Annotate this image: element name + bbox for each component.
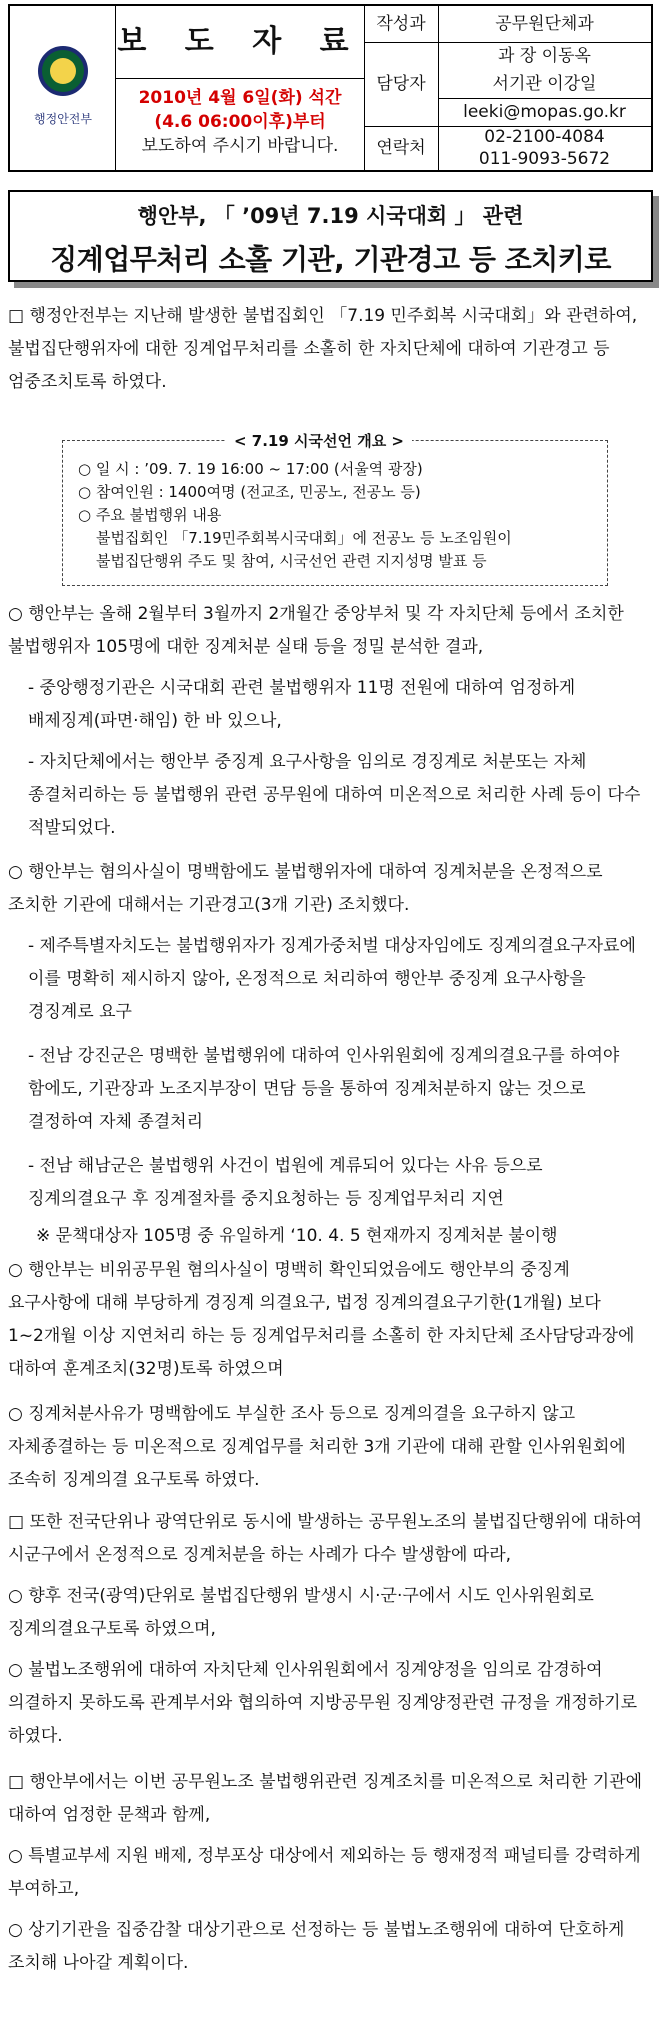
phone-label: 연락처 <box>376 138 426 158</box>
body-p16: ○ 상기기관을 집중감찰 대상기관으로 선정하는 등 불법노조행위에 대하여 단호하게 조치해 나아갈 계획이다. <box>8 1920 625 1973</box>
body-p6: - 전남 강진군은 명백한 불법행위에 대하여 인사위원회에 징계의결요구를 하여야 함에도, 기관장과 노조지부장이 면담 등을 통하여 징계처분하지 않는 것으로 결정하여 자체 종결처리 <box>28 1046 620 1132</box>
author-value: 공무원단체과 <box>495 14 594 34</box>
intro-paragraph: □ 행정안전부는 지난해 발생한 불법집회인 「7.19 민주회복 시국대회」와 관련하여, 불법집단행위자에 대한 징계업무처리를 소홀히 한 자치단체에 대하여 기관경고 등 엄중조치토록 하였다. <box>8 306 638 392</box>
body-p7: - 전남 해남군은 불법행위 사건이 법원에 계류되어 있다는 사유 등으로 징계의결요구 후 징계절차를 중지요청하는 등 징계업무처리 지연 <box>28 1156 543 1209</box>
headline-main: 징계업무처리 소홀 기관, 기관경고 등 조치키로 <box>50 243 611 276</box>
body-p4: ○ 행안부는 혐의사실이 명백함에도 불법행위자에 대하여 징계처분을 온정적으로 조치한 기관에 대해서는 기관경고(3개 기관) 조치했다. <box>8 862 603 915</box>
press-release-header <box>8 4 653 172</box>
embargo-request: 보도하여 주시기 바랍니다. <box>141 136 339 156</box>
contact-person-label: 담당자 <box>376 74 426 94</box>
body-p1: ○ 행안부는 올해 2월부터 3월까지 2개월간 중앙부처 및 각 자치단체 등에서 조치한 불법행위자 105명에 대한 징계처분 실태 등을 정밀 분석한 결과, <box>8 604 624 657</box>
headline-sub: 행안부, 「 ’09년 7.19 시국대회 」 관련 <box>137 204 524 228</box>
ministry-emblem-icon <box>38 46 88 96</box>
outline-line-3: ○ 주요 불법행위 내용 <box>78 506 222 524</box>
body-p8: ※ 문책대상자 105명 중 유일하게 ‘10. 4. 5 현재까지 징계처분 불이행 <box>36 1226 558 1246</box>
ministry-logo <box>10 6 116 170</box>
body-p5: - 제주특별자치도는 불법행위자가 징계가중처벌 대상자임에도 징계의결요구자료에 이를 명확히 제시하지 않아, 온정적으로 처리하여 행안부 중징계 요구사항을 경징계로 요구 <box>28 936 636 1022</box>
doc-type-title: 보 도 자 료 <box>117 24 363 59</box>
contact-email[interactable]: leeki@mopas.go.kr <box>463 102 626 122</box>
body-p10: ○ 징계처분사유가 명백함에도 부실한 조사 등으로 징계의결을 요구하지 않고 자체종결하는 등 미온적으로 징계업무를 처리한 3개 기관에 대해 관할 인사위원회에 조속히 징계의결 요구토록 하였다. <box>8 1404 626 1490</box>
author-label: 작성과 <box>376 14 426 34</box>
body-p15: ○ 특별교부세 지원 배제, 정부포상 대상에서 제외하는 등 행재정적 패널티를 강력하게 부여하고, <box>8 1846 641 1899</box>
outline-title: < 7.19 시국선언 개요 > <box>226 430 412 451</box>
phone-1: 02-2100-4084 <box>484 127 605 147</box>
outline-line-1: ○ 일 시 : ’09. 7. 19 16:00 ~ 17:00 (서울역 광장) <box>78 460 423 478</box>
body-p11: □ 또한 전국단위나 광역단위로 동시에 발생하는 공무원노조의 불법집단행위에 대하여 시군구에서 온정적으로 징계처분을 하는 사례가 다수 발생함에 따라, <box>8 1512 643 1565</box>
phone-2: 011-9093-5672 <box>478 149 611 169</box>
embargo-time: (4.6 06:00이후)부터 <box>154 112 326 132</box>
logo-label: 행정안전부 <box>34 112 92 126</box>
embargo-date: 2010년 4월 6일(화) 석간 <box>138 88 342 108</box>
body-p2: - 중앙행정기관은 시국대회 관련 불법행위자 11명 전원에 대하여 엄정하게 배제징계(파면·해임) 한 바 있으나, <box>28 678 576 731</box>
headline-box <box>8 190 653 282</box>
outline-line-4: 불법집회인 「7.19민주회복시국대회」에 전공노 등 노조임원이 불법집단행위 주도 및 참여, 시국선언 관련 지지성명 발표 등 <box>96 529 512 570</box>
contact-person-1: 과 장 이동옥 <box>498 46 591 66</box>
outline-line-2: ○ 참여인원 : 1400여명 (전교조, 민공노, 전공노 등) <box>78 483 421 501</box>
embargo-notice <box>116 78 364 170</box>
body-p14: □ 행안부에서는 이번 공무원노조 불법행위관련 징계조치를 미온적으로 처리한 기관에 대하여 엄정한 문책과 함께, <box>8 1772 643 1825</box>
body-p3: - 자치단체에서는 행안부 중징계 요구사항을 임의로 경징계로 처분또는 자체 종결처리하는 등 불법행위 관련 공무원에 대하여 미온적으로 처리한 사례 등이 다수 적발되었다. <box>28 752 641 838</box>
contact-person-2: 서기관 이강일 <box>492 74 597 94</box>
body-p13: ○ 불법노조행위에 대하여 자치단체 인사위원회에서 징계양정을 임의로 감경하여 의결하지 못하도록 관계부서와 협의하여 지방공무원 징계양정관련 규정을 개정하기로 하였다. <box>8 1660 638 1746</box>
body-p12: ○ 향후 전국(광역)단위로 불법집단행위 발생시 시·군·구에서 시도 인사위원회로 징계의결요구토록 하였으며, <box>8 1586 594 1639</box>
body-p9: ○ 행안부는 비위공무원 혐의사실이 명백히 확인되었음에도 행안부의 중징계 요구사항에 대해 부당하게 경징계 의결요구, 법정 징계의결요구기한(1개월) 보다 1~2개월 이상 지연처리 하는 등 징계업무처리를 소홀히 한 자치단체 조사담당과장에 대하여 훈계조치(32명)토록 하였으며 <box>8 1260 635 1379</box>
